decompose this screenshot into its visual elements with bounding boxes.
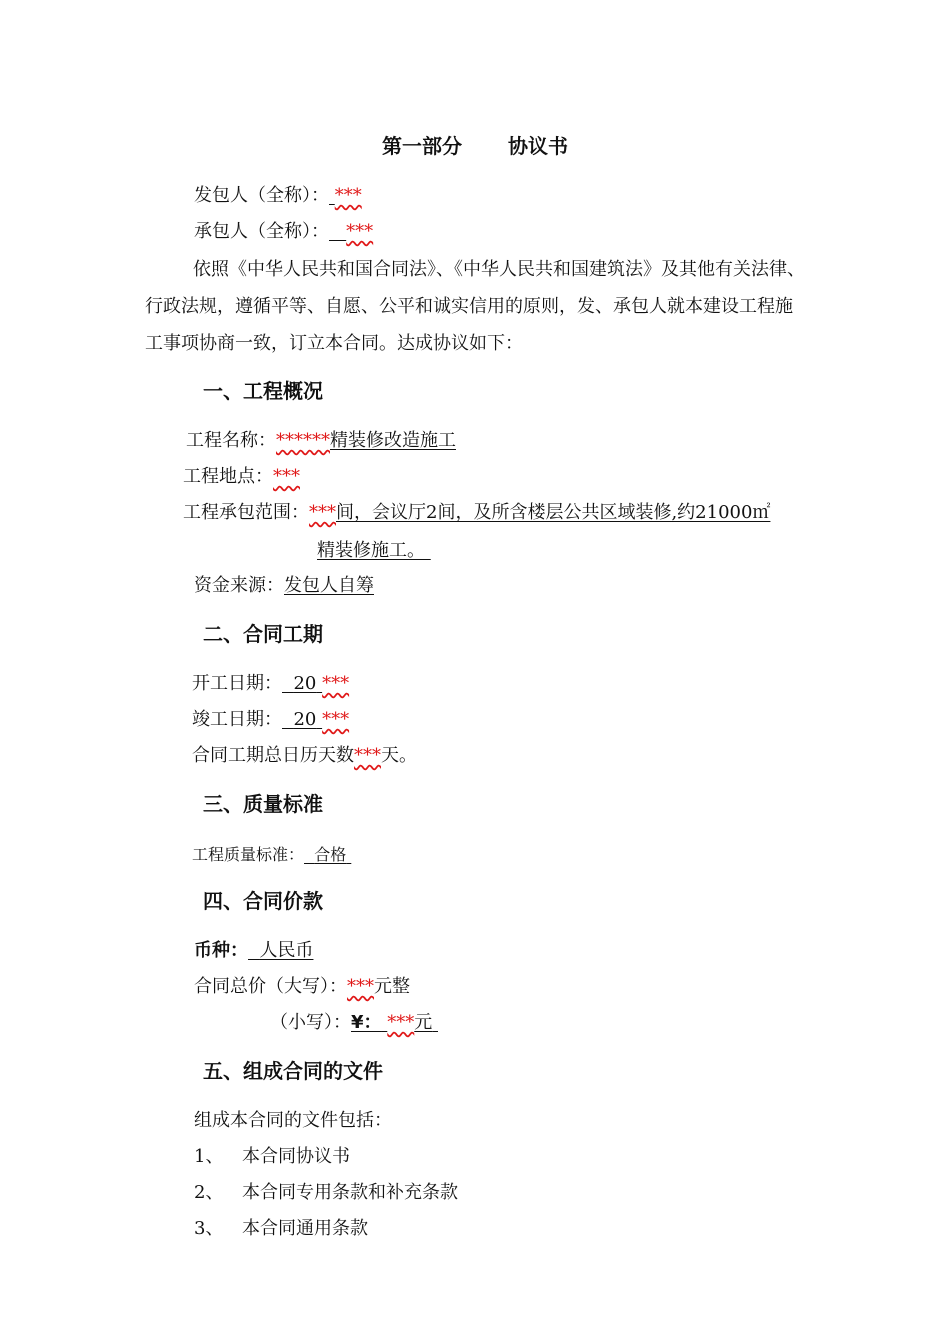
end-date-mask: *** [322, 709, 350, 730]
list-item [194, 1145, 350, 1169]
project-name-mask: ****** [276, 430, 330, 451]
list-item-text: 本合同通用条款 [242, 1218, 368, 1239]
title-name: 协议书 [508, 134, 568, 158]
project-location-label: 工程地点： [183, 466, 273, 487]
employer-line [194, 184, 362, 208]
project-scope-line [183, 501, 770, 525]
duration-line [192, 744, 417, 768]
currency-line [194, 939, 313, 963]
fund-source-label: 资金来源： [194, 575, 284, 596]
project-scope-line1: 间，会议厅2间，及所含楼层公共区域装修,约21000㎡ [336, 502, 771, 523]
list-item-number: 2、 [194, 1182, 224, 1203]
fund-source-value: 发包人自筹 [284, 575, 374, 596]
total-lower-line [270, 1011, 438, 1035]
list-item [194, 1181, 458, 1205]
duration-suffix: 天。 [381, 745, 417, 766]
quality-value: 合格 [314, 845, 347, 864]
contractor-value: *** [346, 221, 374, 242]
contractor-label: 承包人（全称）： [194, 221, 329, 242]
total-upper-line [194, 975, 410, 999]
page-title [0, 133, 950, 159]
list-item-number: 3、 [194, 1218, 224, 1239]
list-item-text: 本合同协议书 [242, 1146, 350, 1167]
project-scope-mask: *** [309, 502, 336, 523]
list-item [194, 1217, 368, 1241]
duration-mask: *** [354, 745, 381, 766]
quality-line [192, 843, 351, 867]
list-item-text: 本合同专用条款和补充条款 [242, 1182, 458, 1203]
total-lower-label: （小写）： [270, 1012, 351, 1033]
end-date-label: 竣工日期： [192, 709, 282, 730]
section-5-heading: 五、组成合同的文件 [203, 1059, 383, 1083]
project-name-label: 工程名称： [186, 430, 276, 451]
total-lower-suffix: 元 [414, 1012, 433, 1033]
contractor-line [194, 220, 373, 244]
fund-source-line [194, 574, 374, 598]
employer-value: *** [334, 185, 362, 206]
section-1-heading: 一、工程概况 [203, 379, 323, 403]
start-date-line [192, 672, 349, 696]
start-date-label: 开工日期： [192, 673, 282, 694]
employer-label: 发包人（全称）： [194, 185, 329, 206]
section-4-heading: 四、合同价款 [203, 889, 323, 913]
title-part: 第一部分 [382, 134, 462, 158]
project-location-line [183, 465, 300, 489]
list-item-number: 1、 [194, 1146, 224, 1167]
section-2-heading: 二、合同工期 [203, 622, 323, 646]
currency-label: 币种： [194, 940, 248, 961]
total-upper-mask: *** [347, 976, 374, 997]
documents-intro: 组成本合同的文件包括： [194, 1110, 392, 1131]
start-date-year: 20 [293, 673, 317, 694]
intro-paragraph: 依照《中华人民共和国合同法》、《中华人民共和国建筑法》及其他有关法律、行政法规，遵循平等、自愿、公平和诚实信用的原则，发、承包人就本建设工程施工事项协商一致，订立本合同。达成协议如下： [145, 259, 805, 354]
total-upper-suffix: 元整 [374, 976, 410, 997]
total-upper-label: 合同总价（大写）： [194, 976, 347, 997]
total-lower-mask: *** [387, 1012, 415, 1033]
end-date-line [192, 708, 349, 732]
start-date-mask: *** [322, 673, 350, 694]
project-scope-label: 工程承包范围： [183, 502, 309, 523]
duration-prefix: 合同工期总日历天数 [192, 745, 354, 766]
quality-label: 工程质量标准： [192, 845, 305, 864]
project-location-value: *** [273, 466, 300, 487]
project-scope-line2 [317, 539, 431, 563]
currency-value: 人民币 [259, 940, 314, 961]
project-name-value: 精装修改造施工 [330, 430, 456, 451]
total-lower-symbol: ¥： [351, 1012, 382, 1033]
end-date-year: 20 [293, 709, 317, 730]
project-name-line [186, 429, 456, 453]
section-3-heading: 三、质量标准 [203, 792, 323, 816]
project-scope-line2-text: 精装修施工。 [317, 540, 425, 561]
